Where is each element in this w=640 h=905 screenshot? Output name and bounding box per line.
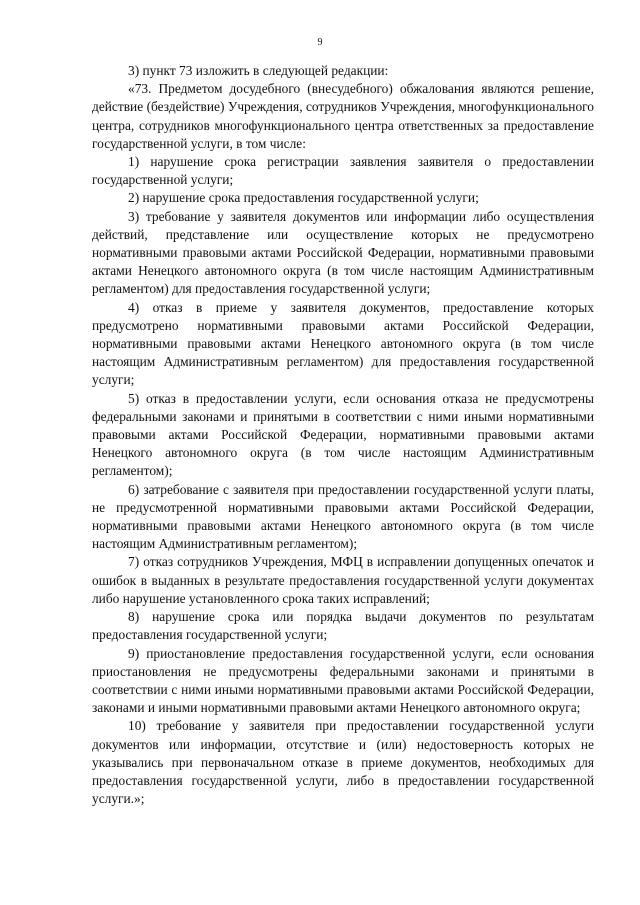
list-item-7: 7) отказ сотрудников Учреждения, МФЦ в исправлении допущенных опечаток и ошибок в выданных в результате предоставления государственной услуги документах либо нарушение установленного срока таких исправлений; (92, 554, 594, 606)
page-number: 9 (317, 37, 323, 48)
paragraph-clause-73: «73. Предметом досудебного (внесудебного) обжалования являются решение, действие (бездействие) Учреждения, сотрудников Учреждения, многофункционального центра, сотрудников многофункционального центра ответственных за предоставление государственной услуги, в том числе: (92, 81, 594, 151)
list-item-9: 9) приостановление предоставления государственной услуги, если основания приостановления не предусмотрены федеральными законами и принятыми в соответствии с ними иными нормативными правовыми актами Российской Федерации, законами и иными нормативными правовыми актами Ненецкого автономного округа; (92, 645, 594, 716)
list-item-8: 8) нарушение срока или порядка выдачи документов по результатам предоставления государственной услуги; (92, 609, 594, 643)
list-item-6: 6) затребование с заявителя при предоставлении государственной услуги платы, не предусмотренной нормативными правовыми актами Российской Федерации, нормативными правовыми актами Ненецкого автономного округа (в том числе настоящим Административным регламентом); (92, 481, 594, 552)
list-item-2: 2) нарушение срока предоставления государственной услуги; (128, 190, 479, 206)
list-item-5: 5) отказ в предоставлении услуги, если основания отказа не предусмотрены федеральными законами и принятыми в соответствии с ними иными нормативными правовыми актами Российской Федерации, нормативными правовыми актами Ненецкого автономного округа (в том числе настоящим Административным регламентом); (92, 390, 594, 479)
list-item-4: 4) отказ в приеме у заявителя документов, предоставление которых предусмотрено нормативными правовыми актами Российской Федерации, нормативными правовыми актами Ненецкого автономного округа (в том числе настоящим Административным регламентом) для предоставления государственной услуги; (92, 299, 594, 388)
document-body (92, 62, 594, 808)
list-item-1: 1) нарушение срока регистрации заявления заявителя о предоставлении государственной услуги; (92, 154, 594, 188)
paragraph-item-3-intro: 3) пункт 73 изложить в следующей редакции: (128, 63, 389, 78)
list-item-3: 3) требование у заявителя документов или информации либо осуществления действий, представление или осуществление которых не предусмотрено нормативными правовыми актами Российской Федерации, нормативными правовыми актами Ненецкого автономного округа (в том числе настоящим Административным регламентом) для предоставления государственной услуги; (92, 208, 594, 297)
list-item-10: 10) требование у заявителя при предоставлении государственной услуги документов или информации, отсутствие и (или) недостоверность которых не указывались при первоначальном отказе в приеме документов, необходимых для предоставления государственной услуги, либо в предоставлении государственной услуги.»; (92, 718, 594, 807)
